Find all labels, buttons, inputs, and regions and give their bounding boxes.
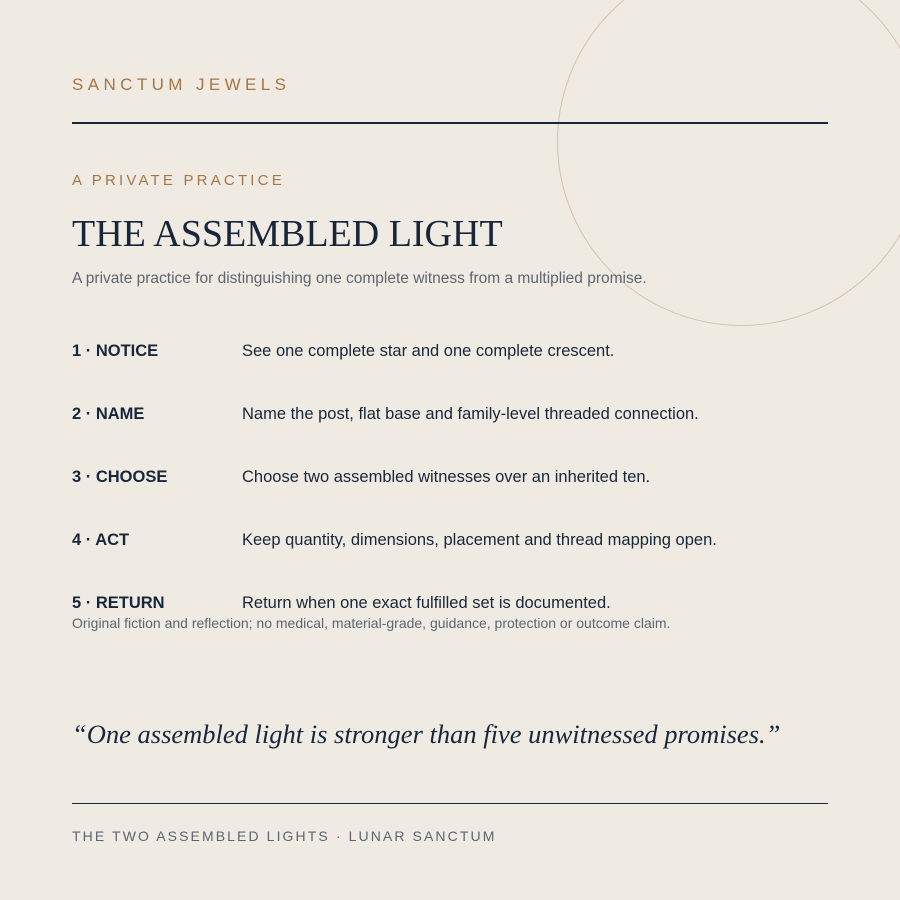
step-row-name — [72, 405, 828, 427]
page-title: THE ASSEMBLED LIGHT — [72, 213, 503, 255]
step-text: Keep quantity, dimensions, placement and thread mapping open. — [242, 531, 717, 549]
top-divider — [72, 122, 828, 124]
disclaimer-note: Original fiction and reflection; no medical, material-grade, guidance, protection or outcome claim. — [72, 615, 671, 631]
step-row-act — [72, 531, 828, 553]
page-subtitle: A private practice for distinguishing one complete witness from a multiplied promise. — [72, 270, 647, 287]
eyebrow-label: A PRIVATE PRACTICE — [72, 172, 285, 189]
brand-name: SANCTUM JEWELS — [72, 75, 291, 94]
pull-quote: “One assembled light is stronger than five unwitnessed promises.” — [72, 719, 781, 749]
bottom-divider — [72, 803, 828, 804]
step-text: See one complete star and one complete crescent. — [242, 342, 615, 360]
step-row-return — [72, 594, 828, 616]
step-label: 1 · NOTICE — [72, 342, 159, 360]
step-label: 5 · RETURN — [72, 594, 165, 612]
step-label: 3 · CHOOSE — [72, 468, 168, 486]
step-text: Return when one exact fulfilled set is documented. — [242, 594, 611, 612]
step-row-choose — [72, 468, 828, 490]
step-label: 2 · NAME — [72, 405, 145, 423]
step-row-notice — [72, 342, 828, 364]
step-text: Name the post, flat base and family-level threaded connection. — [242, 405, 699, 423]
step-label: 4 · ACT — [72, 531, 130, 549]
step-text: Choose two assembled witnesses over an inherited ten. — [242, 468, 651, 486]
footer-caption: THE TWO ASSEMBLED LIGHTS · LUNAR SANCTUM — [72, 828, 497, 844]
